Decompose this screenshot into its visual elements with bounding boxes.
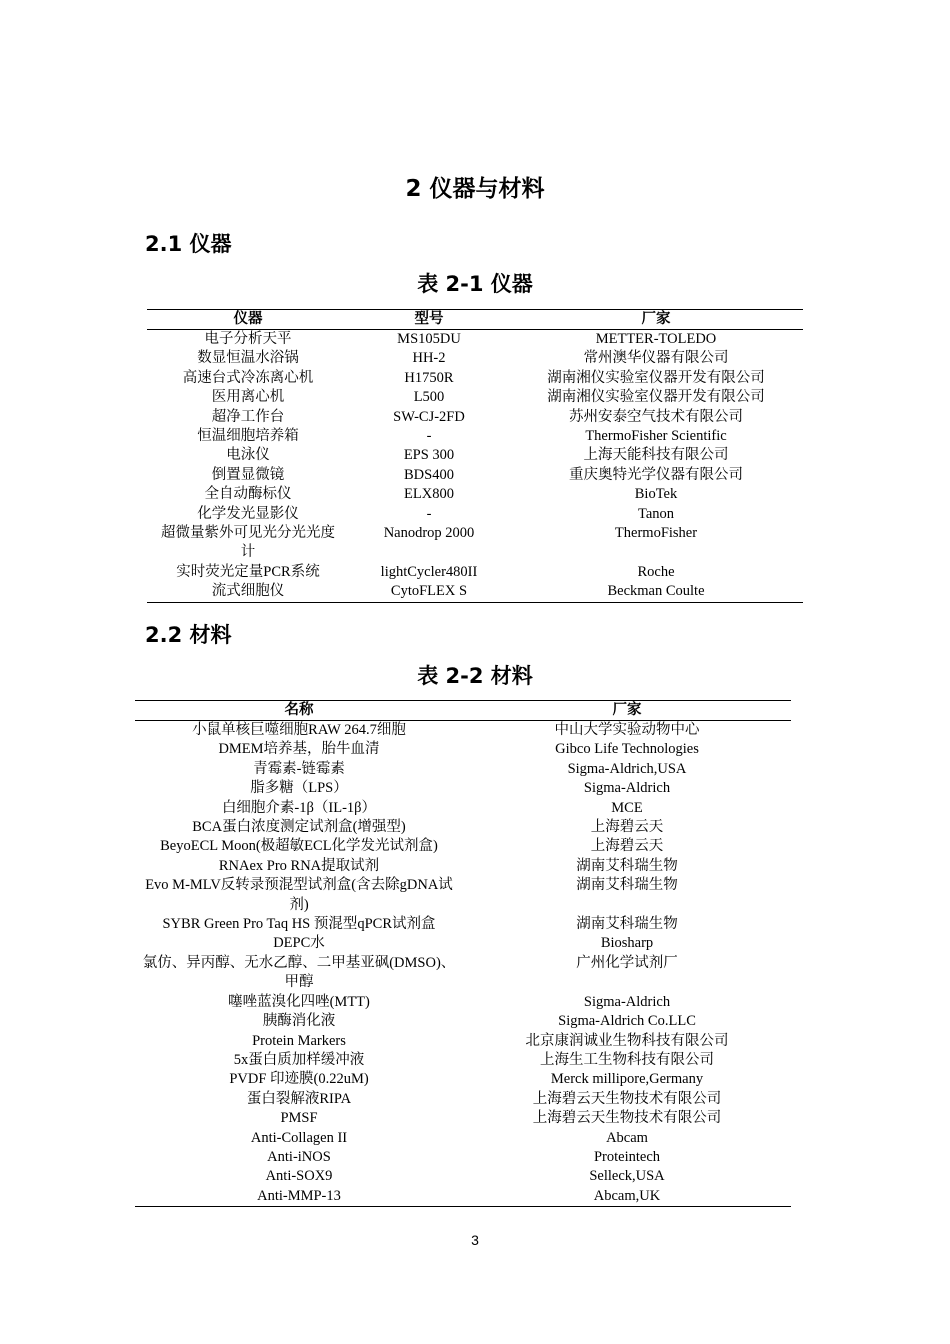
table-row [135,818,791,837]
table-cell: 白细胞介素-1β（IL-1β） [221,799,377,816]
page-number: 3 [471,1232,479,1248]
table-cell: lightCycler480II [380,563,478,580]
table-cell: 电子分析天平 [204,331,292,347]
table-row [147,505,803,524]
table-cell: 胰酶消化液 [262,1013,336,1030]
table-cell: METTER-TOLEDO [595,331,717,347]
table-row [135,1148,791,1167]
table-cell: PVDF 印迹膜(0.22uM) [229,1071,369,1088]
table-row [135,1012,791,1031]
table-cell: Proteintech [593,1148,661,1165]
table-cell: 化学发光显影仪 [197,505,299,522]
table-cell: 北京康润诚业生物科技有限公司 [525,1032,729,1049]
table-row [135,1109,791,1128]
column-header: 厂家 [463,701,791,721]
table-cell: 噻唑蓝溴化四唑(MTT) [228,993,370,1010]
table-cell: CytoFLEX S [349,582,509,602]
table-cell: 氯仿、异丙醇、无水乙醇、二甲基亚砜(DMSO)、甲醇 [142,954,456,991]
table-cell: Abcam [606,1129,648,1146]
table-row [147,427,803,446]
table-header-row [135,701,791,721]
column-header: 名称 [135,701,463,721]
table-cell: SYBR Green Pro Taq HS 预混型qPCR试剂盒 [162,916,436,933]
table-cell: Tanon [637,505,675,522]
table-cell: - [426,505,432,522]
table-cell: 上海碧云天生物技术有限公司 [532,1090,722,1107]
table-cell: RNAex Pro RNA提取试剂 [218,857,380,874]
table-row [135,876,791,915]
table-cell: Anti-Collagen II [250,1129,348,1146]
table-cell: 电泳仪 [226,447,270,464]
table-cell: 湖南湘仪实验室仪器开发有限公司 [547,389,765,406]
table-cell: ELX800 [404,486,454,503]
table-row [147,563,803,582]
table-cell: 恒温细胞培养箱 [197,428,299,445]
table-row [147,330,803,350]
table-caption-instruments: 表 2-1 仪器 [417,272,533,296]
table-row [147,524,803,563]
table-header-row [147,310,803,330]
table-row [147,369,803,388]
table-cell: 上海天能科技有限公司 [583,447,729,464]
table-row [135,915,791,934]
table-cell: 上海碧云天 [590,819,664,836]
table-cell: ThermoFisher Scientific [585,428,727,445]
table-cell: 蛋白裂解液RIPA [246,1090,352,1107]
table-row [147,446,803,465]
table-cell: Protein Markers [252,1032,346,1049]
table-cell: BeyoECL Moon(极超敏ECL化学发光试剂盒) [160,838,438,855]
table-cell: BioTek [634,486,678,503]
table-cell: Sigma-Aldrich,USA [567,760,687,777]
table-cell: Nanodrop 2000 [383,525,475,542]
table-cell: Biosharp [600,935,654,952]
table-cell: Abcam,UK [463,1187,791,1207]
table-cell: 全自动酶标仪 [204,486,292,503]
table-cell: Anti-SOX9 [265,1168,333,1185]
table-row [147,349,803,368]
table-cell: PMSF [280,1110,318,1127]
table-row [135,1129,791,1148]
table-cell: 流式细胞仪 [147,582,349,602]
table-row [135,721,791,741]
table-cell: MS105DU [397,331,461,347]
table-row [135,1187,791,1207]
table-cell: 上海生工生物科技有限公司 [540,1051,714,1068]
table-caption-materials: 表 2-2 材料 [417,664,533,688]
table-row [135,799,791,818]
table-cell: 倒置显微镜 [211,466,285,483]
table-cell: BDS400 [404,466,454,483]
table-cell: H1750R [404,369,454,386]
table-row [135,1051,791,1070]
table-cell: 数显恒温水浴锅 [197,350,299,367]
table-cell: 高速台式冷冻离心机 [182,369,314,386]
table-cell: HH-2 [412,350,446,367]
table-cell: 超净工作台 [211,408,285,425]
section-title-materials: 2.2 材料 [145,623,232,647]
table-row [147,582,803,602]
table-cell: 常州澳华仪器有限公司 [583,350,729,367]
table-row [135,1167,791,1186]
table-row [147,388,803,407]
table-cell: 湖南艾科瑞生物 [576,857,678,874]
table-cell: 上海碧云天 [590,838,664,855]
instruments-table [147,309,803,603]
section-title-instruments: 2.1 仪器 [145,232,232,256]
table-row [135,993,791,1012]
table-cell: SW-CJ-2FD [393,408,465,425]
table-cell: Sigma-Aldrich [583,780,671,797]
materials-table [135,700,791,1207]
table-cell: 小鼠单核巨噬细胞RAW 264.7细胞 [192,722,406,738]
table-row [147,408,803,427]
table-cell: Evo M-MLV反转录预混型试剂盒(含去除gDNA试剂) [145,877,453,913]
table-cell: Merck millipore,Germany [550,1071,704,1088]
table-row [135,1070,791,1089]
table-cell: 实时荧光定量PCR系统 [176,563,320,580]
table-cell: 5x蛋白质加样缓冲液 [233,1051,365,1068]
table-cell: Selleck,USA [589,1168,665,1185]
chapter-title: 2 仪器与材料 [405,176,545,202]
column-header: 型号 [349,310,509,330]
table-row [135,740,791,759]
table-cell: 上海碧云天生物技术有限公司 [532,1110,722,1127]
table-cell: 超微量紫外可见光分光光度计 [161,525,335,561]
table-cell: 苏州安泰空气技术有限公司 [569,408,743,425]
table-cell: 青霉素-链霉素 [253,760,345,777]
table-row [135,1032,791,1051]
table-cell: 医用离心机 [211,389,285,406]
table-cell: MCE [611,799,643,816]
table-row [135,760,791,779]
table-cell: 重庆奥特光学仪器有限公司 [569,466,743,483]
table-cell: L500 [413,389,445,406]
table-cell: ThermoFisher [614,525,698,542]
table-row [135,779,791,798]
table-cell: DEPC水 [273,935,325,952]
table-cell: 湖南湘仪实验室仪器开发有限公司 [547,369,765,386]
table-cell: Beckman Coulte [509,582,803,602]
table-row [147,466,803,485]
table-row [135,934,791,953]
table-cell: DMEM培养基，胎牛血清 [218,741,380,758]
table-row [135,857,791,876]
table-cell: Roche [637,563,675,580]
table-cell: 湖南艾科瑞生物 [576,877,678,894]
table-row [135,954,791,993]
column-header: 厂家 [509,310,803,330]
table-row [135,1090,791,1109]
table-cell: 湖南艾科瑞生物 [576,916,678,933]
table-cell: Sigma-Aldrich Co.LLC [558,1013,696,1030]
table-cell: - [426,428,432,445]
table-cell: BCA蛋白浓度测定试剂盒(增强型) [192,819,406,836]
table-cell: EPS 300 [403,447,455,464]
column-header: 仪器 [147,310,349,330]
table-row [147,485,803,504]
table-cell: Anti-MMP-13 [135,1187,463,1207]
table-row [135,837,791,856]
table-cell: 中山大学实验动物中心 [554,722,700,738]
table-cell: Sigma-Aldrich [583,993,671,1010]
table-cell: Anti-iNOS [267,1148,331,1165]
table-cell: 广州化学试剂厂 [576,954,678,971]
table-cell: 脂多糖（LPS） [250,780,348,797]
table-cell: Gibco Life Technologies [555,741,699,758]
